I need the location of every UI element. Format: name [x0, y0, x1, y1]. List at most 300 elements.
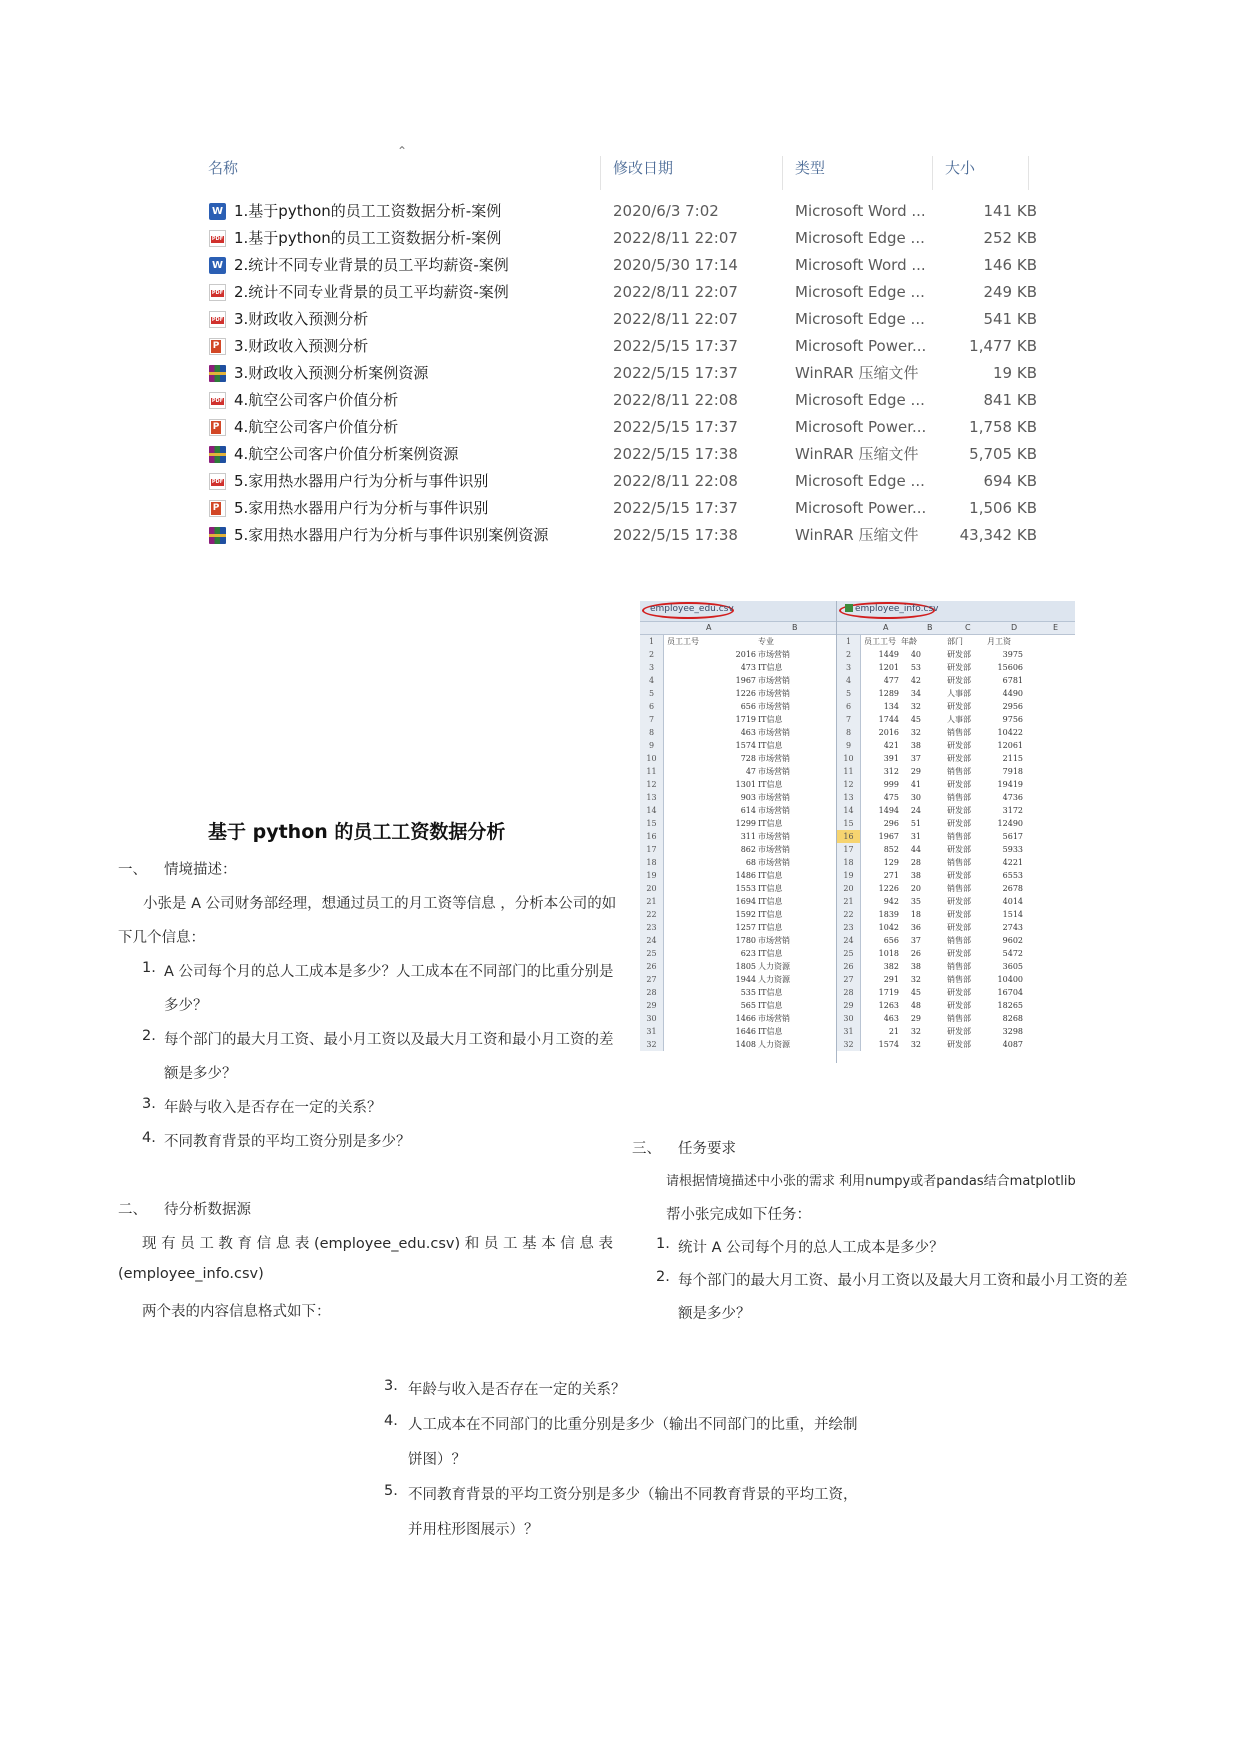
sheet-cell[interactable]: 1042	[878, 923, 899, 932]
sheet-cell[interactable]: IT信息	[758, 897, 783, 906]
sheet-cell[interactable]: IT信息	[758, 741, 783, 750]
sheet-cell[interactable]: 6781	[1002, 676, 1023, 685]
sheet-cell[interactable]: 37	[910, 936, 921, 945]
sheet-cell[interactable]: 29	[910, 767, 921, 776]
sheet-cell[interactable]: 销售部	[947, 793, 971, 802]
column-header-date[interactable]: 修改日期	[613, 159, 674, 177]
sheet-cell[interactable]: 市场营销	[758, 845, 790, 854]
sheet-cell[interactable]: 市场营销	[758, 858, 790, 867]
sheet-cell[interactable]: 312	[883, 767, 899, 776]
sheet-cell[interactable]: 销售部	[947, 975, 971, 984]
row-number[interactable]: 22	[640, 908, 664, 921]
row-number[interactable]: 14	[640, 804, 664, 817]
file-row[interactable]	[205, 522, 1040, 549]
row-number[interactable]: 1	[640, 635, 664, 648]
sheet-cell[interactable]: 41	[910, 780, 921, 789]
sheet-cell[interactable]: 市场营销	[758, 936, 790, 945]
sheet-cell[interactable]: 销售部	[947, 962, 971, 971]
sheet-cell[interactable]: 26	[910, 949, 921, 958]
sheet-cell[interactable]: 45	[910, 715, 921, 724]
sheet-cell[interactable]: 1719	[735, 715, 756, 724]
sheet-cell[interactable]: 1299	[735, 819, 756, 828]
sheet-cell[interactable]: 销售部	[947, 1014, 971, 1023]
sheet-cell[interactable]: 134	[883, 702, 899, 711]
sheet-cell[interactable]: 市场营销	[758, 806, 790, 815]
sheet-cell[interactable]: 研发部	[947, 663, 971, 672]
row-number[interactable]: 14	[837, 804, 861, 817]
sheet-cell[interactable]: 45	[910, 988, 921, 997]
column-divider[interactable]	[932, 156, 933, 190]
row-number[interactable]: 10	[837, 752, 861, 765]
pdf-icon	[209, 230, 226, 247]
row-number[interactable]: 27	[640, 973, 664, 986]
file-type: WinRAR 压缩文件	[795, 445, 919, 463]
sheet-cell[interactable]: 18265	[997, 1001, 1023, 1010]
sheet-cell[interactable]: 1574	[735, 741, 756, 750]
sheet-cell[interactable]: 研发部	[947, 949, 971, 958]
row-number[interactable]: 22	[837, 908, 861, 921]
column-header-type[interactable]: 类型	[795, 159, 826, 177]
sheet-cell[interactable]: 1466	[735, 1014, 756, 1023]
sheet-cell[interactable]: 人力资源	[758, 975, 790, 984]
sheet-cell[interactable]: 1744	[878, 715, 899, 724]
document-title: 基于 python 的员工工资数据分析	[208, 821, 506, 843]
sheet-cell[interactable]: 年龄	[901, 637, 917, 646]
row-number[interactable]: 26	[640, 960, 664, 973]
sheet-cell[interactable]: 2956	[1002, 702, 1023, 711]
sheet-cell[interactable]: 市场营销	[758, 702, 790, 711]
sheet-cell[interactable]: 专业	[758, 637, 774, 646]
sheet-tab-edu[interactable]: employee_edu.csv	[650, 604, 734, 614]
row-number[interactable]: 27	[837, 973, 861, 986]
sheet-cell[interactable]: 7918	[1002, 767, 1023, 776]
sheet-cell[interactable]: 656	[883, 936, 899, 945]
list-number: 3.	[142, 1096, 156, 1112]
sheet-cell[interactable]: 728	[740, 754, 756, 763]
sheet-cell[interactable]: 42	[910, 676, 921, 685]
sheet-cell[interactable]: 463	[740, 728, 756, 737]
sheet-cell[interactable]: 2016	[878, 728, 899, 737]
sheet-cell[interactable]: 4087	[1002, 1040, 1023, 1049]
row-number[interactable]: 18	[640, 856, 664, 869]
sheet-cell[interactable]: 员工工号	[667, 637, 699, 646]
column-letter[interactable]: C	[965, 623, 971, 632]
row-number[interactable]: 13	[837, 791, 861, 804]
sheet-cell[interactable]: 2016	[735, 650, 756, 659]
sheet-cell[interactable]: 研发部	[947, 741, 971, 750]
row-number[interactable]: 19	[837, 869, 861, 882]
sheet-cell[interactable]: 市场营销	[758, 676, 790, 685]
sheet-cell[interactable]: 30	[910, 793, 921, 802]
sheet-cell[interactable]: 10422	[997, 728, 1023, 737]
row-number[interactable]: 17	[640, 843, 664, 856]
row-number[interactable]: 20	[837, 882, 861, 895]
sheet-cell[interactable]: 1301	[735, 780, 756, 789]
sheet-cell[interactable]: IT信息	[758, 871, 783, 880]
sheet-cell[interactable]: IT信息	[758, 910, 783, 919]
sheet-cell[interactable]: 研发部	[947, 676, 971, 685]
row-number[interactable]: 24	[837, 934, 861, 947]
row-number[interactable]: 6	[837, 700, 861, 713]
row-number[interactable]: 4	[837, 674, 861, 687]
row-number[interactable]: 18	[837, 856, 861, 869]
row-number[interactable]: 32	[640, 1038, 664, 1051]
row-number[interactable]: 30	[837, 1012, 861, 1025]
row-number[interactable]: 21	[640, 895, 664, 908]
sheet-cell[interactable]: 市场营销	[758, 754, 790, 763]
row-number[interactable]: 5	[640, 687, 664, 700]
sheet-cell[interactable]: 382	[883, 962, 899, 971]
sheet-cell[interactable]: 研发部	[947, 923, 971, 932]
sheet-cell[interactable]: 9602	[1002, 936, 1023, 945]
sheet-cell[interactable]: 3605	[1002, 962, 1023, 971]
file-row[interactable]	[205, 441, 1040, 468]
sheet-cell[interactable]: 8268	[1002, 1014, 1023, 1023]
paragraph-line: (employee_info.csv)	[118, 1266, 264, 1282]
sheet-cell[interactable]: 员工工号	[864, 637, 896, 646]
sheet-cell[interactable]: 38	[910, 962, 921, 971]
sheet-cell[interactable]: 5617	[1002, 832, 1023, 841]
sheet-cell[interactable]: 24	[910, 806, 921, 815]
row-number[interactable]: 28	[640, 986, 664, 999]
sheet-cell[interactable]: 市场营销	[758, 650, 790, 659]
sheet-cell[interactable]: IT信息	[758, 663, 783, 672]
row-number[interactable]: 12	[640, 778, 664, 791]
sheet-cell[interactable]: 271	[883, 871, 899, 880]
row-number[interactable]: 3	[640, 661, 664, 674]
sheet-cell[interactable]: 999	[883, 780, 899, 789]
sheet-cell[interactable]: 1574	[878, 1040, 899, 1049]
row-number[interactable]: 26	[837, 960, 861, 973]
sheet-cell[interactable]: 4736	[1002, 793, 1023, 802]
row-number[interactable]: 3	[837, 661, 861, 674]
sheet-cell[interactable]: 销售部	[947, 936, 971, 945]
sheet-cell[interactable]: 市场营销	[758, 793, 790, 802]
sheet-cell[interactable]: 部门	[947, 637, 963, 646]
sheet-cell[interactable]: 36	[910, 923, 921, 932]
sheet-cell[interactable]: 32	[910, 975, 921, 984]
sheet-cell[interactable]: 37	[910, 754, 921, 763]
column-letter[interactable]: A	[706, 623, 712, 632]
row-number[interactable]: 15	[837, 817, 861, 830]
sheet-cell[interactable]: 2743	[1002, 923, 1023, 932]
sheet-cell[interactable]: 人事部	[947, 689, 971, 698]
column-letter[interactable]: E	[1053, 623, 1059, 632]
row-number[interactable]: 2	[640, 648, 664, 661]
sheet-cell[interactable]: 研发部	[947, 702, 971, 711]
sheet-cell[interactable]: 28	[910, 858, 921, 867]
column-header-size[interactable]: 大小	[945, 159, 976, 177]
sheet-cell[interactable]: 1257	[735, 923, 756, 932]
sheet-cell[interactable]: 565	[740, 1001, 756, 1010]
sheet-cell[interactable]: 1449	[878, 650, 899, 659]
file-date: 2022/8/11 22:08	[613, 472, 738, 490]
sheet-cell[interactable]: 48	[910, 1001, 921, 1010]
file-row[interactable]	[205, 252, 1040, 279]
sheet-cell[interactable]: 研发部	[947, 650, 971, 659]
row-number[interactable]: 29	[837, 999, 861, 1012]
sheet-cell[interactable]: 291	[883, 975, 899, 984]
sheet-cell[interactable]: 2115	[1002, 754, 1023, 763]
sheet-cell[interactable]: 1967	[878, 832, 899, 841]
file-row[interactable]	[205, 387, 1040, 414]
row-number[interactable]: 15	[640, 817, 664, 830]
sheet-cell[interactable]: 942	[883, 897, 899, 906]
sheet-cell[interactable]: 1494	[878, 806, 899, 815]
sheet-cell[interactable]: 18	[910, 910, 921, 919]
column-letter[interactable]: D	[1011, 623, 1018, 632]
row-number[interactable]: 12	[837, 778, 861, 791]
sheet-cell[interactable]: 4014	[1002, 897, 1023, 906]
sheet-cell[interactable]: IT信息	[758, 715, 783, 724]
sheet-cell[interactable]: 3975	[1002, 650, 1023, 659]
row-number[interactable]: 9	[640, 739, 664, 752]
sheet-cell[interactable]: IT信息	[758, 884, 783, 893]
sheet-cell[interactable]: 销售部	[947, 832, 971, 841]
file-name: 5.家用热水器用户行为分析与事件识别案例资源	[234, 526, 549, 544]
sheet-cell[interactable]: 4221	[1002, 858, 1023, 867]
sheet-cell[interactable]: 3298	[1002, 1027, 1023, 1036]
sheet-cell[interactable]: 51	[910, 819, 921, 828]
sheet-cell[interactable]: 16704	[997, 988, 1023, 997]
row-number[interactable]: 24	[640, 934, 664, 947]
sheet-cell[interactable]: 月工资	[987, 637, 1011, 646]
sheet-cell[interactable]: 1226	[735, 689, 756, 698]
sheet-cell[interactable]: 129	[883, 858, 899, 867]
sheet-cell[interactable]: 21	[888, 1027, 899, 1036]
sheet-cell[interactable]: 研发部	[947, 988, 971, 997]
sheet-cell[interactable]: 40	[910, 650, 921, 659]
sheet-cell[interactable]: 614	[740, 806, 756, 815]
row-number[interactable]: 31	[640, 1025, 664, 1038]
sheet-cell[interactable]: IT信息	[758, 1001, 783, 1010]
sheet-cell[interactable]: 研发部	[947, 1001, 971, 1010]
row-number[interactable]: 4	[640, 674, 664, 687]
row-number[interactable]: 25	[837, 947, 861, 960]
sheet-cell[interactable]: 473	[740, 663, 756, 672]
sheet-cell[interactable]: 4490	[1002, 689, 1023, 698]
row-number[interactable]: 16	[837, 830, 861, 843]
row-number[interactable]: 32	[837, 1038, 861, 1051]
sheet-cell[interactable]: 656	[740, 702, 756, 711]
file-row[interactable]	[205, 414, 1040, 441]
sheet-cell[interactable]: 1805	[735, 962, 756, 971]
file-row[interactable]	[205, 225, 1040, 252]
sheet-cell[interactable]: IT信息	[758, 780, 783, 789]
sheet-cell[interactable]: 623	[740, 949, 756, 958]
sheet-cell[interactable]: 1201	[878, 663, 899, 672]
sheet-cell[interactable]: 1646	[735, 1027, 756, 1036]
sheet-cell[interactable]: IT信息	[758, 1027, 783, 1036]
sheet-cell[interactable]: 1967	[735, 676, 756, 685]
row-number[interactable]: 19	[640, 869, 664, 882]
row-number[interactable]: 2	[837, 648, 861, 661]
sheet-cell[interactable]: 1592	[735, 910, 756, 919]
sheet-cell[interactable]: 391	[883, 754, 899, 763]
row-number[interactable]: 21	[837, 895, 861, 908]
sheet-cell[interactable]: 1553	[735, 884, 756, 893]
sheet-cell[interactable]: 32	[910, 1040, 921, 1049]
column-divider[interactable]	[1028, 156, 1029, 190]
sheet-cell[interactable]: 研发部	[947, 897, 971, 906]
list-number: 3.	[384, 1378, 398, 1394]
sheet-cell[interactable]: 1226	[878, 884, 899, 893]
section-number: 一、	[118, 862, 147, 878]
sheet-cell[interactable]: 市场营销	[758, 1014, 790, 1023]
sheet-cell[interactable]: 862	[740, 845, 756, 854]
sheet-cell[interactable]: 5472	[1002, 949, 1023, 958]
sheet-cell[interactable]: 销售部	[947, 884, 971, 893]
sheet-cell[interactable]: 421	[883, 741, 899, 750]
row-number[interactable]: 1	[837, 635, 861, 648]
sheet-cell[interactable]: 研发部	[947, 1040, 971, 1049]
row-number[interactable]: 13	[640, 791, 664, 804]
sheet-cell[interactable]: 38	[910, 741, 921, 750]
sheet-cell[interactable]: 研发部	[947, 1027, 971, 1036]
sheet-cell[interactable]: 研发部	[947, 819, 971, 828]
sheet-cell[interactable]: 852	[883, 845, 899, 854]
column-letter[interactable]: B	[927, 623, 933, 632]
row-number[interactable]: 17	[837, 843, 861, 856]
file-date: 2022/8/11 22:08	[613, 391, 738, 409]
sheet-cell[interactable]: IT信息	[758, 988, 783, 997]
sheet-cell[interactable]: 研发部	[947, 780, 971, 789]
sheet-cell[interactable]: 15606	[997, 663, 1023, 672]
column-letter[interactable]: B	[792, 623, 798, 632]
sheet-cell[interactable]: 535	[740, 988, 756, 997]
file-name: 5.家用热水器用户行为分析与事件识别	[234, 472, 489, 490]
sheet-cell[interactable]: 44	[910, 845, 921, 854]
sheet-cell[interactable]: 1408	[735, 1040, 756, 1049]
sheet-cell[interactable]: 10400	[997, 975, 1023, 984]
sheet-cell[interactable]: 1289	[878, 689, 899, 698]
sheet-cell[interactable]: IT信息	[758, 819, 783, 828]
sheet-cell[interactable]: 人事部	[947, 715, 971, 724]
sheet-cell[interactable]: 研发部	[947, 845, 971, 854]
sheet-cell[interactable]: 6553	[1002, 871, 1023, 880]
sheet-cell[interactable]: 32	[910, 728, 921, 737]
sheet-cell[interactable]: 5933	[1002, 845, 1023, 854]
row-number[interactable]: 8	[640, 726, 664, 739]
sheet-cell[interactable]: 1944	[735, 975, 756, 984]
sheet-cell[interactable]: 1514	[1002, 910, 1023, 919]
sheet-cell[interactable]: 32	[910, 1027, 921, 1036]
column-header-row	[640, 622, 836, 635]
sheet-cell[interactable]: 1018	[878, 949, 899, 958]
sheet-cell[interactable]: IT信息	[758, 949, 783, 958]
sheet-cell[interactable]: 人力资源	[758, 1040, 790, 1049]
sheet-cell[interactable]: 38	[910, 871, 921, 880]
row-number[interactable]: 23	[837, 921, 861, 934]
sheet-cell[interactable]: 34	[910, 689, 921, 698]
sheet-cell[interactable]: 19419	[997, 780, 1023, 789]
row-number[interactable]: 25	[640, 947, 664, 960]
row-number[interactable]: 28	[837, 986, 861, 999]
sheet-cell[interactable]: 1694	[735, 897, 756, 906]
column-divider[interactable]	[600, 156, 601, 190]
sheet-cell[interactable]: 9756	[1002, 715, 1023, 724]
row-number[interactable]: 23	[640, 921, 664, 934]
sheet-cell[interactable]: 市场营销	[758, 728, 790, 737]
sheet-cell[interactable]: 1486	[735, 871, 756, 880]
file-row[interactable]	[205, 198, 1040, 225]
sheet-cell[interactable]: 1263	[878, 1001, 899, 1010]
sheet-cell[interactable]: 研发部	[947, 806, 971, 815]
sheet-cell[interactable]: 3172	[1002, 806, 1023, 815]
sheet-cell[interactable]: 477	[883, 676, 899, 685]
sheet-cell[interactable]: 20	[910, 884, 921, 893]
sheet-cell[interactable]: 311	[740, 832, 756, 841]
sheet-cell[interactable]: 475	[883, 793, 899, 802]
row-number[interactable]: 16	[640, 830, 664, 843]
row-number[interactable]: 29	[640, 999, 664, 1012]
sheet-cell[interactable]: 人力资源	[758, 962, 790, 971]
sheet-tab-info[interactable]	[845, 604, 938, 614]
column-divider[interactable]	[782, 156, 783, 190]
sheet-cell[interactable]: 35	[910, 897, 921, 906]
row-number[interactable]: 11	[640, 765, 664, 778]
file-row[interactable]	[205, 468, 1040, 495]
file-row[interactable]	[205, 279, 1040, 306]
row-number[interactable]: 8	[837, 726, 861, 739]
sheet-cell[interactable]: 市场营销	[758, 689, 790, 698]
row-number[interactable]: 9	[837, 739, 861, 752]
sheet-cell[interactable]: 研发部	[947, 910, 971, 919]
sheet-cell[interactable]: 903	[740, 793, 756, 802]
file-row[interactable]	[205, 360, 1040, 387]
row-number[interactable]: 6	[640, 700, 664, 713]
column-letter[interactable]: A	[883, 623, 889, 632]
sheet-cell[interactable]: 12061	[997, 741, 1023, 750]
sheet-cell[interactable]: 2678	[1002, 884, 1023, 893]
sheet-cell[interactable]: 销售部	[947, 728, 971, 737]
sheet-cell[interactable]: 32	[910, 702, 921, 711]
sort-up-icon[interactable]: ⌃	[397, 144, 408, 158]
row-number[interactable]: 10	[640, 752, 664, 765]
row-number[interactable]: 20	[640, 882, 664, 895]
sheet-cell[interactable]: 市场营销	[758, 832, 790, 841]
row-number[interactable]: 30	[640, 1012, 664, 1025]
sheet-cell[interactable]: 463	[883, 1014, 899, 1023]
row-number[interactable]: 7	[640, 713, 664, 726]
file-row[interactable]	[205, 495, 1040, 522]
sheet-cell[interactable]: 31	[910, 832, 921, 841]
row-number[interactable]: 11	[837, 765, 861, 778]
paragraph-line: 请根据情境描述中小张的需求 利用numpy或者pandas结合matplotlib	[666, 1174, 1076, 1189]
row-number[interactable]: 5	[837, 687, 861, 700]
column-header-name[interactable]: 名称	[208, 159, 239, 177]
sheet-cell[interactable]: 47	[745, 767, 756, 776]
sheet-cell[interactable]: 研发部	[947, 754, 971, 763]
sheet-cell[interactable]: 12490	[997, 819, 1023, 828]
sheet-cell[interactable]: 销售部	[947, 858, 971, 867]
sheet-cell[interactable]: 1780	[735, 936, 756, 945]
row-number[interactable]: 31	[837, 1025, 861, 1038]
sheet-cell[interactable]: 29	[910, 1014, 921, 1023]
sheet-cell[interactable]: 53	[910, 663, 921, 672]
sheet-cell[interactable]: 销售部	[947, 767, 971, 776]
file-row[interactable]	[205, 333, 1040, 360]
sheet-cell[interactable]: 1839	[878, 910, 899, 919]
row-number[interactable]: 7	[837, 713, 861, 726]
sheet-cell[interactable]: 研发部	[947, 871, 971, 880]
sheet-cell[interactable]: 市场营销	[758, 767, 790, 776]
sheet-cell[interactable]: IT信息	[758, 923, 783, 932]
file-row[interactable]	[205, 306, 1040, 333]
sheet-cell[interactable]: 1719	[878, 988, 899, 997]
sheet-cell[interactable]: 68	[745, 858, 756, 867]
sheet-cell[interactable]: 296	[883, 819, 899, 828]
